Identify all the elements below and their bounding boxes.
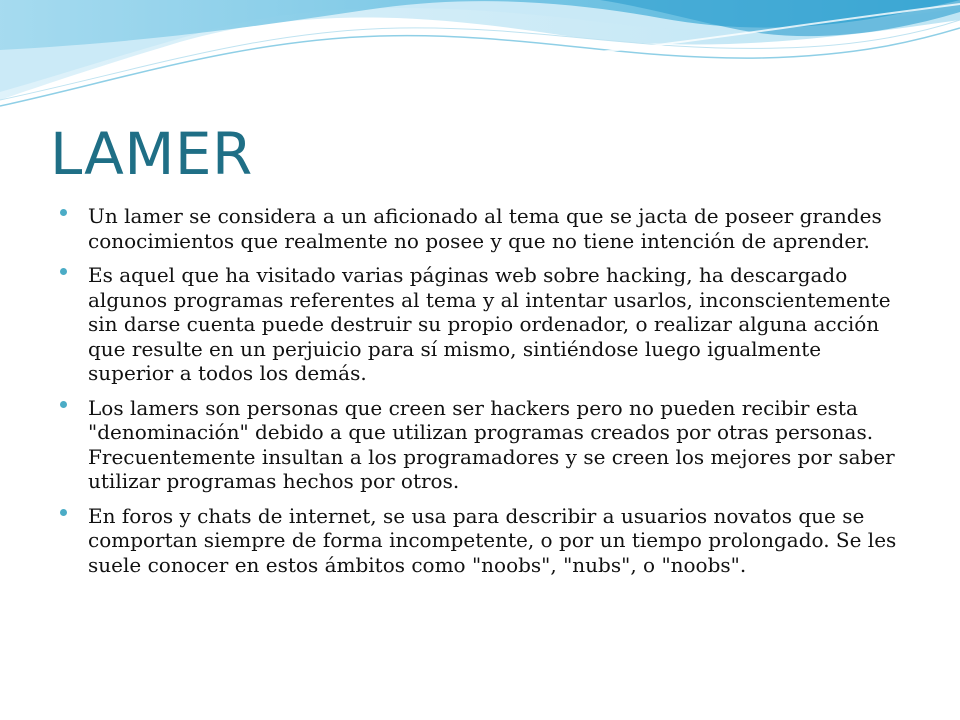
bullet-dot-icon: [60, 401, 67, 408]
header-wave-decoration: [0, 0, 960, 120]
bullet-item: [60, 204, 910, 253]
bullet-text: Es aquel que ha visitado varias páginas web sobre hacking, ha descargado algunos programas referentes al tema y al intentar usarlos, inconscientemente sin darse cuenta puede destruir su propio ordenador, o realizar alguna acción que resulte en un perjuicio para sí mismo, sintiéndose luego igualmente superior a todos los demás.: [88, 263, 891, 385]
bullet-item: [60, 263, 910, 386]
bullet-dot-icon: [60, 509, 67, 516]
bullet-text: Los lamers son personas que creen ser hackers pero no pueden recibir esta "denominación" debido a que utilizan programas creados por otras personas. Frecuentemente insultan a los programadores y se creen los mejores por saber utilizar programas hechos por otros.: [88, 395, 895, 493]
bullet-item: [60, 396, 910, 494]
bullet-dot-icon: [60, 209, 67, 216]
bullet-text: Un lamer se considera a un aficionado al tema que se jacta de poseer grandes conocimientos que realmente no posee y que no tiene intención de aprender.: [88, 204, 882, 253]
bullet-text: En foros y chats de internet, se usa para describir a usuarios novatos que se comportan siempre de forma incompetente, o por un tiempo prolongado. Se les suele conocer en estos ámbitos como "noobs", "nubs", o "noobs".: [88, 503, 897, 577]
bullet-dot-icon: [60, 268, 67, 275]
slide-title: LAMER: [50, 120, 253, 188]
bullet-list: [60, 204, 910, 587]
bullet-item: [60, 504, 910, 578]
